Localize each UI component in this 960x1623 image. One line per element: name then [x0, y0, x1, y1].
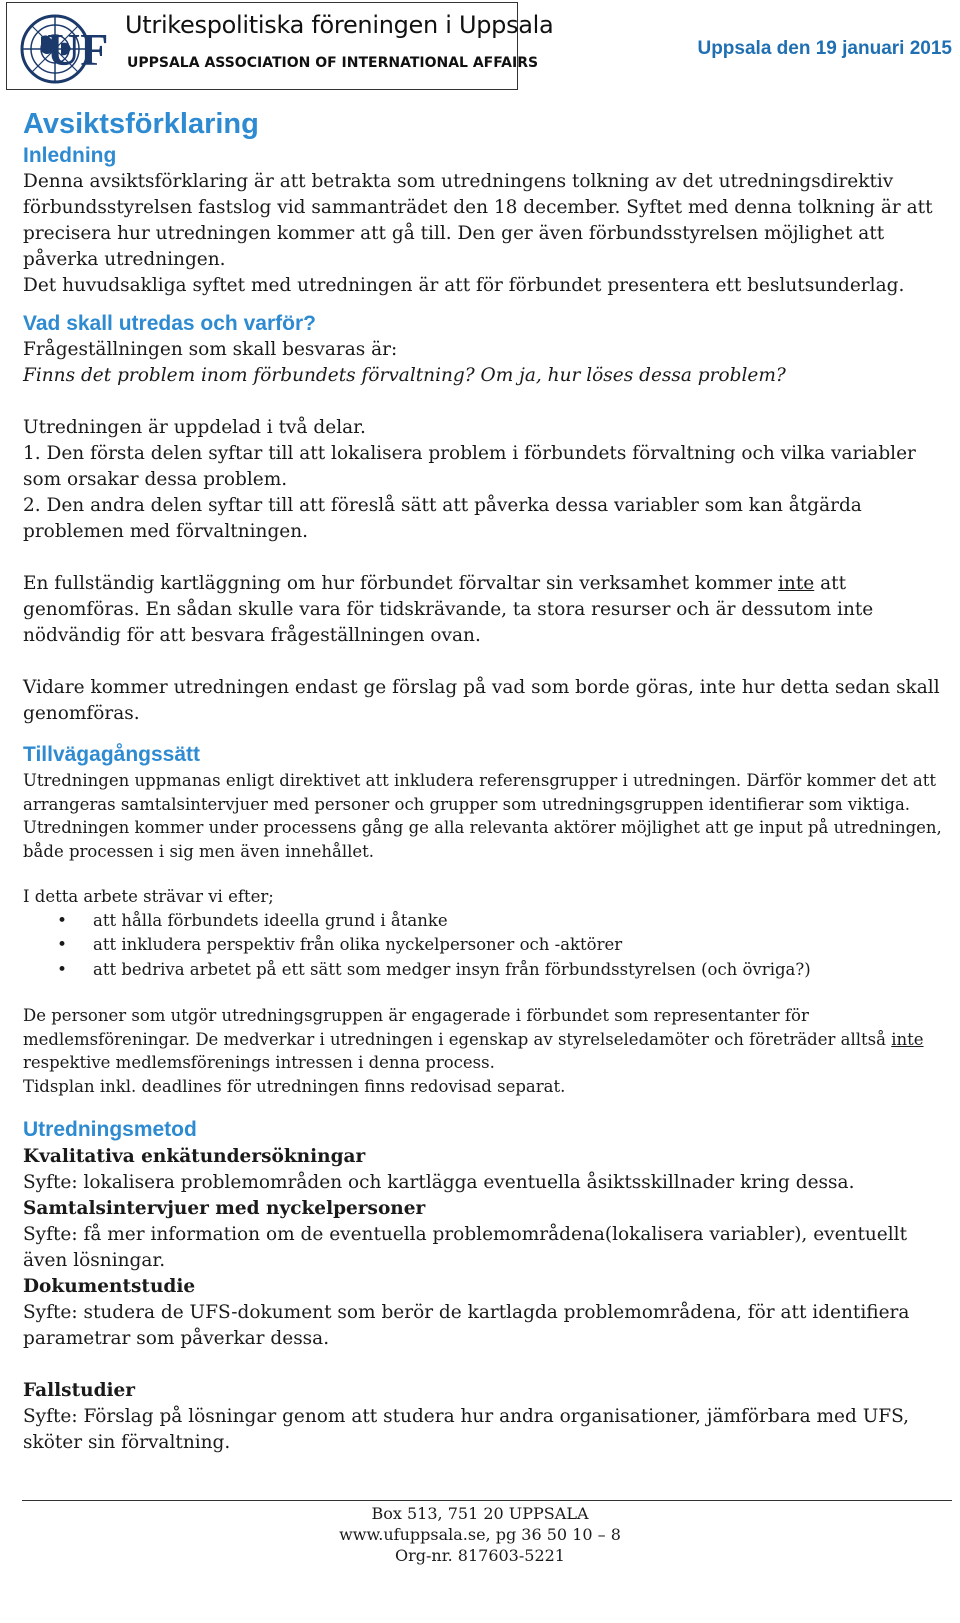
timeplan-note: Tidsplan inkl. deadlines för utredningen finns redovisad separat. — [23, 1076, 566, 1096]
part-one: 1. Den första delen syftar till att lokalisera problem i förbundets förvaltning och vilka variabler som orsakar dessa problem. — [23, 443, 916, 490]
document-date: Uppsala den 19 januari 2015 — [697, 38, 952, 59]
heading-inledning: Inledning — [23, 144, 117, 167]
strive-intro: I detta arbete strävar vi efter; — [23, 887, 274, 906]
method-title: Samtalsintervjuer med nyckelpersoner — [23, 1198, 426, 1219]
strive-list — [23, 909, 953, 983]
method-title: Kvalitativa enkätundersökningar — [23, 1146, 366, 1167]
method-title: Dokumentstudie — [23, 1276, 196, 1297]
letterhead — [0, 0, 960, 95]
question-intro: Frågeställningen som skall besvaras är: — [23, 339, 398, 360]
list-item: • att hålla förbundets ideella grund i åtanke — [23, 909, 953, 934]
scope-paragraph: En fullständig kartläggning om hur förbundet förvaltar sin verksamhet kommer inte att genomföras. En sådan skulle vara för tidskrävande, ta stora resurser och är dessutom inte nödvändig för att besvara frågeställningen ovan. — [23, 573, 874, 646]
svg-text:UF: UF — [47, 24, 109, 75]
inledning-purpose: Det huvudsakliga syftet med utredningen är att för förbundet presentera ett beslutsunderlag. — [23, 275, 905, 296]
org-name-english: UPPSALA ASSOCIATION OF INTERNATIONAL AFFAIRS — [127, 55, 539, 71]
uf-globe-logo-icon — [17, 7, 117, 87]
method-title: Fallstudier — [23, 1380, 136, 1401]
research-question: Finns det problem inom förbundets förvaltning? Om ja, hur löses dessa problem? — [23, 365, 786, 386]
org-name-swedish: Utrikespolitiska föreningen i Uppsala — [125, 11, 554, 39]
method-text: Syfte: Förslag på lösningar genom att studera hur andra organisationer, jämförbara med UFS, sköter sin förvaltning. — [23, 1406, 910, 1453]
tillvag-paragraph: Utredningen uppmanas enligt direktivet att inkludera referensgrupper i utredningen. Därför kommer det att arrangeras samtalsintervjuer med personer och grupper som utredningsgruppen identifierar som viktiga. Utredningen kommer under processens gång ge alla relevanta aktörer möjlighet att ge input på utredningen, både processen i sig men även innehållet. — [23, 771, 942, 861]
persons-paragraph: De personer som utgör utredningsgruppen är engagerade i förbundet som representanter för medlemsföreningar. De medverkar i utredningen i egenskap av styrelseledamöter och företräder alltså inte respektive medlemsförenings intressen i denna process. — [23, 1006, 924, 1072]
footer-address: Box 513, 751 20 UPPSALA — [371, 1504, 589, 1523]
heading-utredningsmetod: Utredningsmetod — [23, 1118, 197, 1141]
footer-web-phone: www.ufuppsala.se, pg 36 50 10 – 8 — [339, 1525, 621, 1544]
document-body — [23, 105, 953, 1456]
footer-divider — [22, 1500, 952, 1501]
document-title: Avsiktsförklaring — [23, 108, 259, 140]
part-two: 2. Den andra delen syftar till att föreslå sätt att påverka dessa variabler som kan åtgärda problemen med förvaltningen. — [23, 495, 862, 542]
footer — [0, 1503, 960, 1566]
list-item: • att inkludera perspektiv från olika nyckelpersoner och -aktörer — [23, 933, 953, 958]
heading-vad-skall-utredas: Vad skall utredas och varför? — [23, 312, 316, 335]
method-text: Syfte: studera de UFS-dokument som berör de kartlagda problemområdena, för att identifiera parametrar som påverkar dessa. — [23, 1302, 910, 1349]
method-text: Syfte: lokalisera problemområden och kartlägga eventuella åsiktsskillnader kring dessa. — [23, 1172, 855, 1193]
logo-banner — [6, 2, 554, 90]
method-text: Syfte: få mer information om de eventuella problemområdena(lokalisera variabler), eventuellt även lösningar. — [23, 1224, 908, 1271]
list-item: • att bedriva arbetet på ett sätt som medger insyn från förbundsstyrelsen (och övriga?) — [23, 958, 953, 983]
heading-tillvagagangssatt: Tillvägagångssätt — [23, 743, 201, 766]
footer-org-nr: Org-nr. 817603-5221 — [395, 1546, 565, 1565]
inledning-paragraph: Denna avsiktsförklaring är att betrakta som utredningens tolkning av det utredningsdirektiv förbundsstyrelsen fastslog vid sammanträdet den 18 december. Syftet med denna tolkning är att precisera hur utredningen kommer att gå till. Den ger även förbundsstyrelsen möjlighet att påverka utredningen. — [23, 171, 933, 270]
further-paragraph: Vidare kommer utredningen endast ge förslag på vad som borde göras, inte hur detta sedan skall genomföras. — [23, 677, 940, 724]
parts-intro: Utredningen är uppdelad i två delar. — [23, 417, 366, 438]
